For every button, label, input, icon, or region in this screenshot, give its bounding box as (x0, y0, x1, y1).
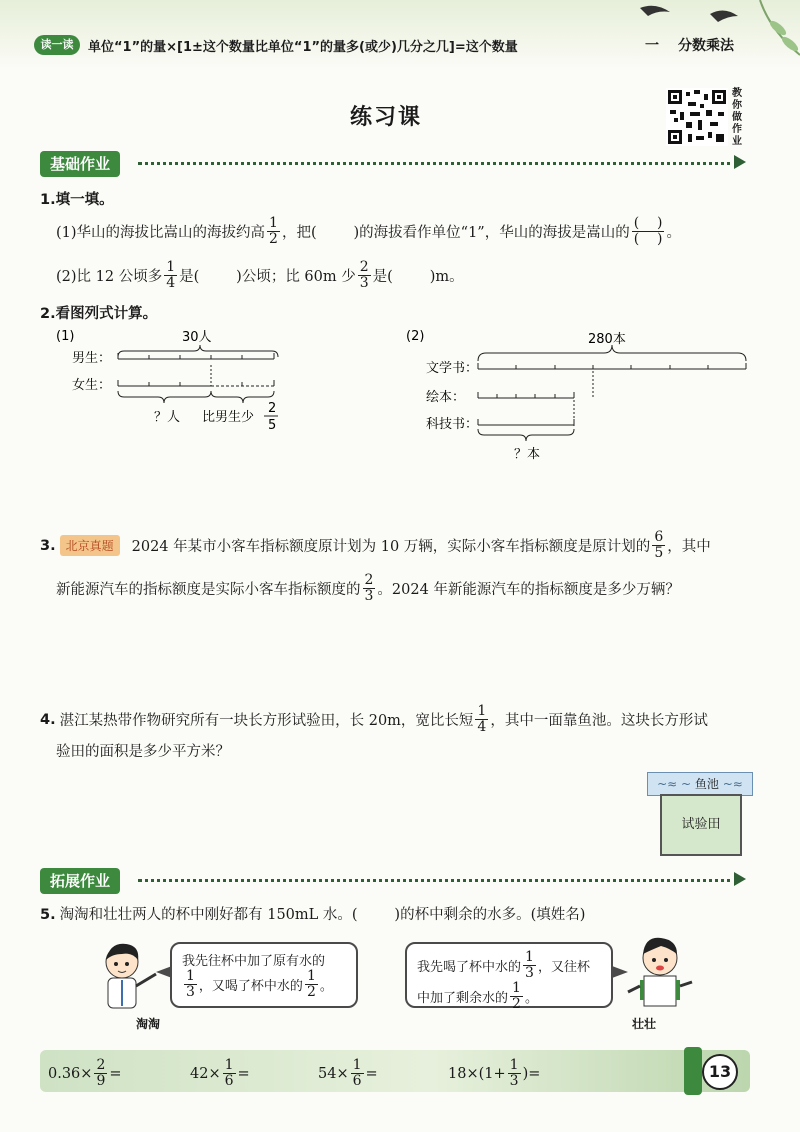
unknown-books: ？本 (514, 447, 541, 462)
diagram-2-label: (2) (406, 329, 425, 344)
qr-code-icon[interactable] (666, 88, 728, 146)
calc-4: 18×(1+ $\frac{1}{3}$ )= (448, 1057, 541, 1089)
question-5-line: 5. 淘淘和壮壮两人的杯中刚好都有 150mL 水。( )的杯中剩余的水多。(填姓名) (40, 907, 586, 923)
less-than-boys: 比男生少 (202, 410, 255, 425)
swallow-icon (710, 10, 738, 22)
bubble-tail (156, 966, 172, 978)
diagram-1-label: (1) (56, 329, 75, 344)
unit-title: 分数乘法 (678, 38, 734, 54)
calc-2: 42× $\frac{1}{6}$ = (190, 1057, 250, 1089)
page-number: 13 (702, 1054, 738, 1090)
oral-calculation-bar (40, 1050, 750, 1092)
total-books-label: 280本 (588, 332, 626, 347)
boy-zhuangzhuang-illustration (622, 936, 702, 1016)
answer-blank[interactable]: ( ) (633, 231, 663, 247)
section-divider (138, 162, 738, 165)
boys-label: 男生： (72, 351, 112, 366)
diagram-2 (400, 325, 760, 465)
total-label: 30人 (182, 330, 212, 345)
speech-bubble-taotao: 我先往杯中加了原有水的 $\frac{1}{3}$ ，又喝了杯中水的 $\frac{1}{2}$ 。 (170, 942, 358, 1008)
calc-3: 54× $\frac{1}{6}$ = (318, 1057, 378, 1089)
unknown-people: ？人 (154, 410, 181, 425)
test-field: 试验田 (660, 794, 742, 856)
question-1-part-2: (2)比 12 公顷多 $\frac{1}{4}$ 是( )公顷；比 60m 少 $\frac{2}{3}$ 是( )m。 (56, 259, 464, 291)
name-taotao: 淘淘 (136, 1017, 161, 1031)
section-basic-homework: 基础作业 (40, 151, 120, 177)
qr-label: 教 你 做 作 业 (732, 88, 742, 147)
section-extension-homework: 拓展作业 (40, 868, 120, 894)
question-1-part-1: (1)华山的海拔比嵩山的海拔约高 $\frac{1}{2}$ ，把( )的海拔看作单位“1”，华山的海拔是嵩山的 $\frac{( )}{( )}$ 。 (56, 215, 681, 247)
picture-book-label: 绘本： (426, 390, 466, 405)
question-2-header: 2.看图列式计算。 (40, 306, 158, 322)
section-divider (138, 879, 738, 882)
girls-label: 女生： (72, 378, 112, 393)
beijing-exam-tag: 北京真题 (60, 535, 120, 556)
fraction-numerator: 2 (268, 401, 277, 416)
arrow-icon (734, 872, 746, 886)
question-3-line-2: 新能源汽车的指标额度是实际小客车指标额度的 $\frac{2}{3}$ 。2024 年新能源汽车的指标额度是多少万辆？ (56, 572, 680, 604)
read-badge: 读一读 (34, 35, 80, 55)
bar-end-cap (684, 1047, 702, 1095)
page-title: 练习课 (350, 105, 423, 130)
question-4-line-1: 4. 湛江某热带作物研究所有一块长方形试验田，长 20m，宽比长短 $\frac{1}{4}$ ，其中一面靠鱼池。这块长方形试 (40, 703, 708, 735)
arrow-icon (734, 155, 746, 169)
speech-bubble-zhuangzhuang: 我先喝了杯中水的 $\frac{1}{3}$ ，又往杯 中加了剩余水的 $\frac{1}{2}$ 。 (405, 942, 613, 1008)
calc-1: 0.36× $\frac{2}{9}$ = (48, 1057, 122, 1089)
diagram-1 (50, 325, 310, 435)
science-book-label: 科技书： (426, 417, 479, 432)
swallow-icon (640, 6, 670, 16)
question-3-line-1: 3. 北京真题 2024 年某市小客车指标额度原计划为 10 万辆，实际小客车指标额度是原计划的 $\frac{6}{5}$ ，其中 (40, 529, 711, 561)
question-4-line-2: 验田的面积是多少平方米？ (56, 744, 230, 760)
unit-number: 一 (645, 38, 659, 54)
name-zhuangzhuang: 壮壮 (632, 1017, 657, 1031)
formula-header: 单位“1”的量×[1±这个数量比单位“1”的量多(或少)几分之几]=这个数量 (88, 40, 518, 55)
fish-pond: ~≈ ~ 鱼池 ~≈ (647, 772, 753, 796)
literature-label: 文学书： (426, 361, 479, 376)
question-1-header: 1.填一填。 (40, 192, 114, 208)
answer-blank[interactable]: ( ) (633, 215, 663, 231)
fraction-denominator: 5 (268, 418, 277, 433)
